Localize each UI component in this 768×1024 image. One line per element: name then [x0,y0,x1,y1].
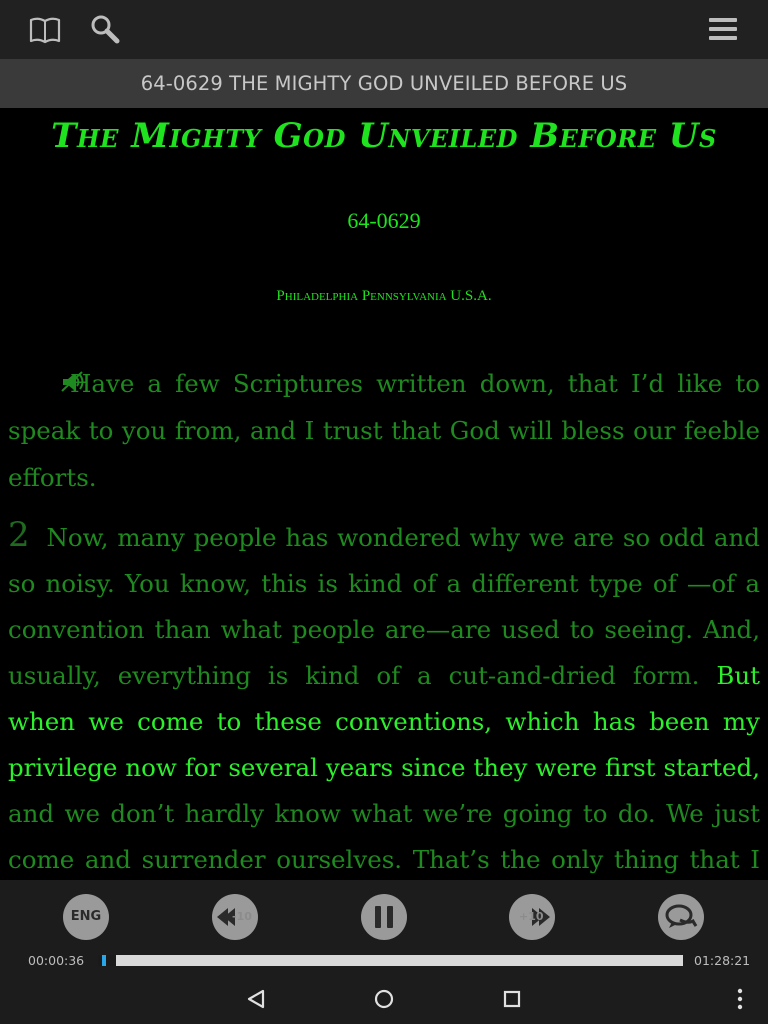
system-navbar [0,974,768,1024]
sermon-code: 64-0629 [347,208,421,233]
home-icon[interactable] [369,984,399,1014]
chat-button[interactable] [658,894,704,940]
search-icon[interactable] [87,12,123,48]
paragraph-2[interactable] [8,515,760,880]
sermon-place: Philadelphia Pennsylvania U.S.A. [276,288,492,304]
progress-fill [98,955,116,966]
more-icon[interactable] [725,984,755,1014]
pause-icon [361,894,407,940]
language-label: ENG [70,909,102,924]
pause-button[interactable] [361,894,407,940]
paragraph-1[interactable] [8,360,760,501]
book-icon[interactable] [27,12,63,48]
recents-icon[interactable] [497,984,527,1014]
menu-icon[interactable] [705,12,741,48]
chat-icon [658,894,704,940]
sermon-reader[interactable] [0,108,768,880]
paragraph-text: Have a few Scriptures written down, that I’d like to speak to you from, and I trust that God will bless our feeble efforts. [8,369,760,492]
progress-thumb[interactable] [102,955,106,966]
total-duration: 01:28:21 [694,953,751,968]
forward-label: +10 [519,910,544,923]
paragraph-highlight: But when we come to these conventions, which has been my privilege now for several years since they were first started, [8,661,760,782]
forward-button[interactable] [509,894,555,940]
back-icon[interactable] [241,984,271,1014]
language-button[interactable] [63,894,109,940]
rewind-button[interactable] [212,894,258,940]
audio-player [0,880,768,974]
speaker-icon[interactable] [34,363,60,389]
paragraph-text: Now, many people has wondered why we are so odd and so noisy. You know, this is kind of a different type of —of a convention than what people are—are used to seeing. And, usually, everything is kind of a cut-and-dried form. [8,523,760,690]
sermon-title: The Mighty God Unveiled Before Us [51,116,717,156]
paragraph-number: 2 [8,515,30,555]
sermon-header-title: 64-0629 THE MIGHTY GOD UNVEILED BEFORE US [0,59,768,108]
progress-bar[interactable] [98,955,683,966]
elapsed-time: 00:00:36 [28,953,85,968]
top-toolbar [0,0,768,59]
rewind-label: -10 [232,910,252,923]
paragraph-text-after: and we don’t hardly know what we’re going to do. We just come and surrender ourselves. That’s the only thing that I [8,799,760,874]
